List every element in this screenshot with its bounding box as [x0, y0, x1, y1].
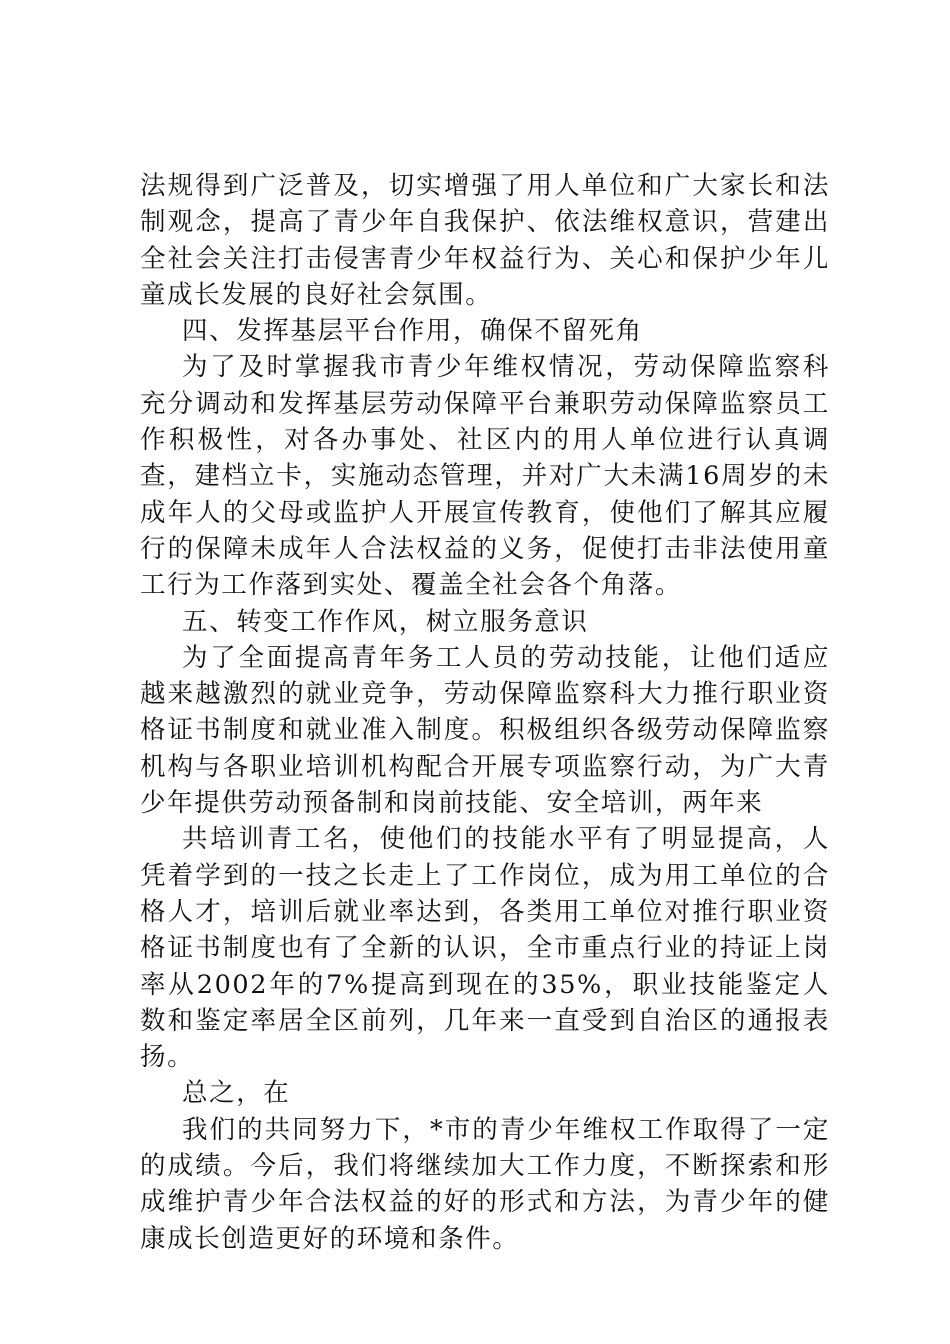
section-heading-5: 五、转变工作作风，树立服务意识	[182, 606, 589, 637]
paragraph-5: 总之，在	[182, 1078, 291, 1109]
paragraph-6: 我们的共同努力下，*市的青少年维权工作取得了一定的成绩。今后，我们将继续加大工作力度，不断探索和形成维护青少年合法权益的好的形式和方法，为青少年的健康成长创造更好的环境和条件。	[140, 1114, 830, 1254]
paragraph-4: 共培训青工名，使他们的技能水平有了明显提高，人凭着学到的一技之长走上了工作岗位，成为用工单位的合格人才，培训后就业率达到，各类用工单位对推行职业资格证书制度也有了全新的认识，全市重点行业的持证上岗率从2002年的7%提高到现在的35%，职业技能鉴定人数和鉴定率居全区前列，几年来一直受到自治区的通报表扬。	[140, 824, 830, 1073]
paragraph-2: 为了及时掌握我市青少年维权情况，劳动保障监察科充分调动和发挥基层劳动保障平台兼职劳动保障监察员工作积极性，对各办事处、社区内的用人单位进行认真调查，建档立卡，实施动态管理，并对广大未满16周岁的未成年人的父母或监护人开展宣传教育，使他们了解其应履行的保障未成年人合法权益的义务，促使打击非法使用童工行为工作落到实处、覆盖全社会各个角落。	[140, 352, 830, 601]
paragraph-1: 法规得到广泛普及，切实增强了用人单位和广大家长和法制观念，提高了青少年自我保护、依法维权意识，营建出全社会关注打击侵害青少年权益行为、关心和保护少年儿童成长发展的良好社会氛围。	[140, 171, 830, 310]
paragraph-3: 为了全面提高青年务工人员的劳动技能，让他们适应越来越激烈的就业竞争，劳动保障监察科大力推行职业资格证书制度和就业准入制度。积极组织各级劳动保障监察机构与各职业培训机构配合开展专项监察行动，为广大青少年提供劳动预备制和岗前技能、安全培训，两年来	[140, 642, 830, 819]
document-body	[140, 168, 830, 1257]
section-heading-4: 四、发挥基层平台作用，确保不留死角	[182, 316, 643, 347]
